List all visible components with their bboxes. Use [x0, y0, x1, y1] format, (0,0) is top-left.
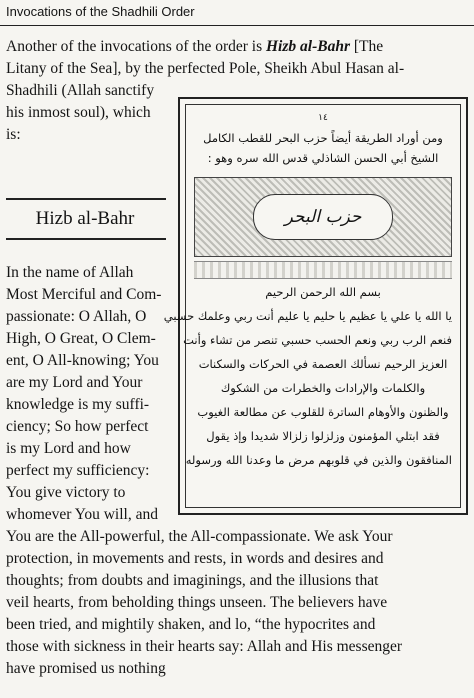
section-title: Hizb al-Bahr [35, 208, 135, 229]
left-column-line: knowledge is my suffi- [6, 396, 150, 413]
arabic-body-line: يا الله يا علي يا عظيم يا حليم يا عليم أنت ربي وعلمك حسبي [163, 309, 452, 323]
intro-line-1-post: [The [349, 38, 384, 55]
left-column-line: perfect my sufficiency: [6, 462, 150, 479]
left-column-line: In the name of Allah [6, 264, 134, 281]
intro-line-5: is: [6, 126, 21, 143]
body-line: veil hearts, from beholding things unseen. The believers have [6, 594, 388, 611]
running-header: Invocations of the Shadhili Order [0, 0, 474, 26]
section-rule-top [6, 198, 166, 200]
arabic-title-cartouche: حزب البحر [253, 194, 393, 240]
intro-line-2: Litany of the Sea], by the perfected Pole, Sheikh Abul Hasan al- [6, 60, 405, 77]
left-column-line: You give victory to [6, 484, 126, 501]
intro-line-4: his inmost soul), which [6, 104, 151, 121]
left-column-line: Most Merciful and Com- [6, 286, 162, 303]
body-line: have promised us nothing [6, 660, 166, 677]
intro-line-3: Shadhili (Allah sanctify [6, 82, 155, 99]
ornamental-panel [194, 177, 452, 257]
left-column-line: are my Lord and Your [6, 374, 143, 391]
section-rule-bottom [6, 238, 166, 240]
arabic-body-line: فنعم الرب ربي ونعم الحسب حسبي تنصر من تشاء وأنت [183, 333, 452, 347]
arabic-body-line: فقد ابتلي المؤمنون وزلزلوا زلزالا شديدا وإذ يقول [206, 429, 440, 443]
body-line: protection, in movements and rests, in words and desires and [6, 550, 384, 567]
left-column-line: passionate: O Allah, O [6, 308, 147, 325]
litany-name: Hizb al-Bahr [266, 38, 350, 55]
left-column-line: High, O Great, O Clem- [6, 330, 156, 347]
body-line: thoughts; from doubts and imaginings, and the illusions that [6, 572, 379, 589]
left-column-line: ciency; So how perfect [6, 418, 149, 435]
intro-line-1-pre: Another of the invocations of the order is [6, 38, 266, 55]
plate-page-number: ١٤ [318, 113, 328, 123]
arabic-body-line: العزيز الرحيم نسألك العصمة في الحركات والسكنات [198, 357, 448, 371]
arabic-body-line: المنافقون والذين في قلوبهم مرض ما وعدنا الله ورسوله [185, 453, 452, 467]
left-column-line: is my Lord and how [6, 440, 131, 457]
ornamental-band [194, 261, 452, 279]
arabic-heading-line: ومن أوراد الطريقة أيضاً حزب البحر للقطب الكامل [203, 131, 443, 145]
arabic-heading-line: الشيخ أبي الحسن الشاذلي قدس الله سره وهو : [207, 151, 439, 165]
arabic-text-plate [163, 97, 468, 515]
arabic-body-line: بسم الله الرحمن الرحيم [265, 285, 381, 299]
left-column-line: whomever You will, and [6, 506, 158, 523]
left-column-line: ent, O All-knowing; You [6, 352, 159, 369]
body-line: those with sickness in their hearts say: Allah and His messenger [6, 638, 403, 655]
arabic-body-line: والكلمات والإرادات والخطرات من الشكوك [220, 381, 426, 395]
arabic-body-line: والظنون والأوهام الساترة للقلوب عن مطالعة الغيوب [197, 405, 449, 419]
plate-frame [163, 104, 461, 508]
body-line: been tried, and mightily shaken, and lo, “the hypocrites and [6, 616, 376, 633]
intro-line-1 [6, 36, 383, 58]
body-line: You are the All-powerful, the All-compassionate. We ask Your [6, 528, 393, 545]
